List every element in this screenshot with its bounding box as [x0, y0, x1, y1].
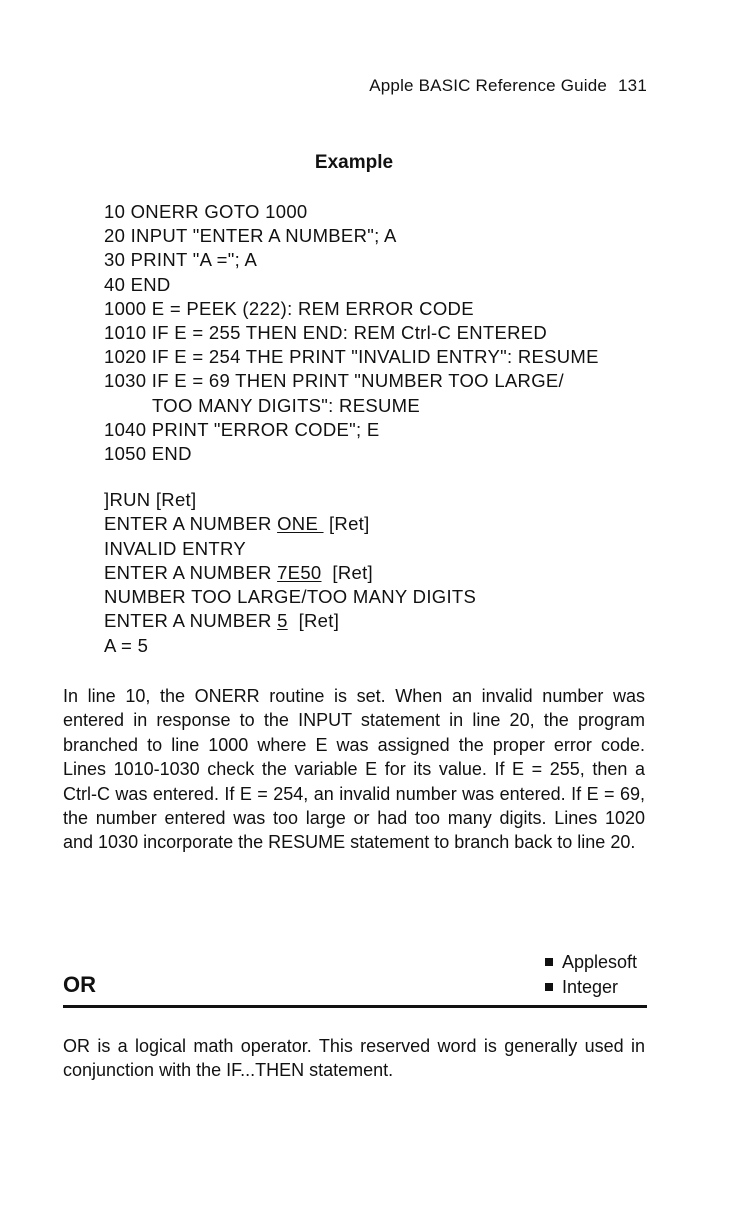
running-head-title: Apple BASIC Reference Guide [369, 76, 608, 95]
run-prompt-line [104, 609, 476, 633]
run-command-line: ]RUN [Ret] [104, 489, 197, 510]
program-listing [104, 200, 599, 466]
example-heading: Example [314, 152, 394, 173]
return-key-text: [Ret] [323, 513, 370, 535]
prompt-text: ENTER A NUMBER [104, 610, 278, 632]
code-line: 1020 IF E = 254 THE PRINT "INVALID ENTRY": RESUME [104, 346, 599, 368]
run-output-line: INVALID ENTRY [104, 537, 246, 559]
entry-header [63, 950, 647, 1008]
run-prompt-line [104, 512, 476, 536]
version-tag [545, 975, 637, 1000]
return-key-text: [Ret] [321, 561, 373, 583]
page-header [369, 76, 647, 96]
code-line: 30 PRINT "A ="; A [104, 249, 258, 271]
return-key-text: [Ret] [287, 610, 340, 632]
version-tags [545, 950, 637, 999]
square-bullet-icon [545, 958, 553, 966]
run-output-line: NUMBER TOO LARGE/TOO MANY DIGITS [104, 586, 477, 608]
program-run-output [104, 488, 476, 658]
code-line: 40 END [104, 273, 171, 295]
run-output-line: A = 5 [104, 634, 149, 656]
code-line: 10 ONERR GOTO 1000 [104, 201, 308, 222]
user-input: 5 [277, 610, 288, 632]
run-prompt-line [104, 561, 476, 585]
version-tag [545, 950, 637, 975]
square-bullet-icon [545, 983, 553, 991]
version-tag-label: Integer [561, 976, 618, 997]
prompt-text: ENTER A NUMBER [104, 513, 278, 535]
version-tag-label: Applesoft [561, 952, 637, 972]
code-line: 1000 E = PEEK (222): REM ERROR CODE [104, 297, 474, 319]
page-number: 131 [618, 76, 647, 95]
prompt-text: ENTER A NUMBER [104, 561, 278, 583]
code-line: 20 INPUT "ENTER A NUMBER"; A [104, 225, 397, 247]
user-input: 7E50 [277, 561, 322, 583]
entry-title: OR [63, 972, 96, 997]
entry-description: OR is a logical math operator. This reserved word is generally used in conjunction with the IF...THEN statement. [63, 1036, 645, 1081]
code-line: 1010 IF E = 255 THEN END: REM Ctrl-C ENTERED [104, 322, 548, 344]
code-line-continuation: TOO MANY DIGITS": RESUME [152, 394, 421, 416]
code-line: 1040 PRINT "ERROR CODE"; E [104, 418, 380, 440]
explanation-paragraph: In line 10, the ONERR routine is set. When an invalid number was entered in response to the INPUT statement in line 20, the program branched to line 1000 where E was assigned the proper error code. Lines 1010-1030 check the variable E for its value. If E = 255, then a Ctrl-C was entered. If E = 254, an invalid number was entered. If E = 69, the number entered was too large or had too many digits. Lines 1020 and 1030 incorporate the RESUME statement to branch back to line 20. [63, 686, 645, 853]
code-line: 1030 IF E = 69 THEN PRINT "NUMBER TOO LARGE/ [104, 370, 564, 392]
user-input: ONE [277, 513, 324, 535]
code-line: 1050 END [104, 443, 192, 465]
section-rule [63, 1005, 647, 1008]
